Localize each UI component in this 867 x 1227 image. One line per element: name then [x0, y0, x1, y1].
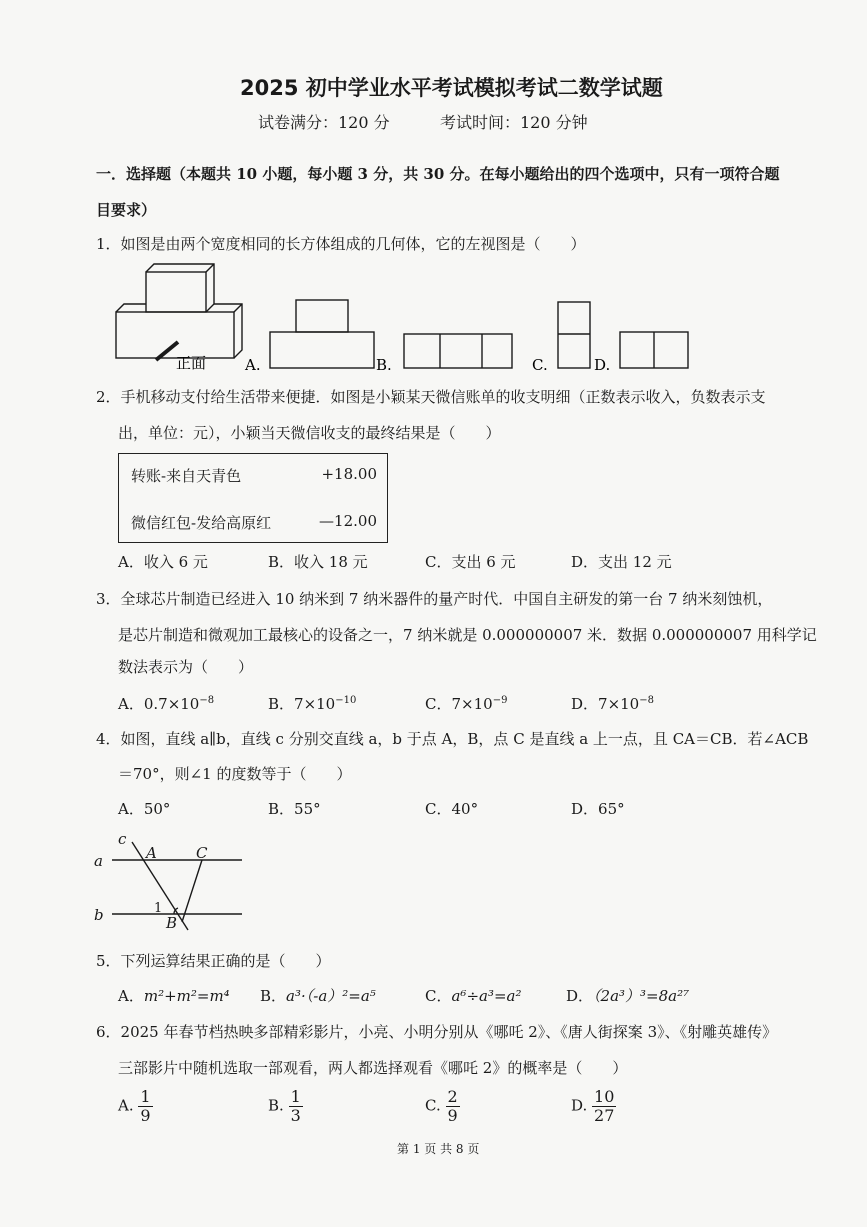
- q5-option-b: B．a³·（-a）²=a⁵: [260, 987, 376, 1005]
- option-b-label: B.: [376, 356, 392, 374]
- section-heading-cont: 目要求）: [96, 201, 157, 219]
- label-a: a: [94, 852, 103, 870]
- q2-option-c: C．支出 6 元: [425, 553, 516, 571]
- q6-option-b: B. $\frac{1}{3}$: [268, 1087, 301, 1125]
- q5-stem: 5．下列运算结果正确的是（ ）: [96, 952, 331, 970]
- q5-option-c: C．a⁶÷a³=a²: [425, 987, 522, 1005]
- fraction: $\frac{10}{27}$: [594, 1087, 615, 1125]
- q3-option-c: C．$7\times 10^{-9}$: [425, 695, 508, 713]
- q3-stem: 3．全球芯片制造已经进入 10 纳米到 7 纳米器件的量产时代．中国自主研发的第一台 7 纳米刻蚀机，: [96, 590, 773, 608]
- q4-option-d: D．65°: [571, 800, 625, 818]
- label-c: c: [118, 830, 127, 848]
- bill-amount-2: —12.00: [319, 512, 377, 530]
- q6-option-d: D. $\frac{10}{27}$: [571, 1087, 615, 1125]
- full-score: 试卷满分：120 分: [258, 113, 390, 132]
- option-d-figure: [620, 332, 688, 368]
- bill-box: [118, 453, 388, 543]
- section-heading: 一．选择题（本题共 10 小题，每小题 3 分，共 30 分。在每小题给出的四个选项中，只有一项符合题: [96, 165, 780, 183]
- fraction: $\frac{1}{9}$: [140, 1087, 151, 1125]
- q2-option-b: B．收入 18 元: [268, 553, 368, 571]
- q2-option-d: D．支出 12 元: [571, 553, 672, 571]
- q6-stem-cont: 三部影片中随机选取一部观看，两人都选择观看《哪吒 2》的概率是（ ）: [118, 1059, 628, 1077]
- q3-option-b: B．$7\times 10^{-10}$: [268, 695, 357, 713]
- option-c-label: C.: [532, 356, 548, 374]
- label-angle-1: 1: [154, 901, 163, 916]
- q1-stem: 1．如图是由两个宽度相同的长方体组成的几何体，它的左视图是（ ）: [96, 235, 586, 253]
- bill-item-2: 微信红包-发给高原红: [131, 514, 272, 532]
- q3-option-a: A．$0.7\times 10^{-8}$: [118, 695, 215, 713]
- line-c: [132, 842, 188, 930]
- fraction: $\frac{1}{3}$: [290, 1087, 301, 1125]
- segment-cb: [182, 860, 202, 922]
- q1-figures: [108, 262, 708, 374]
- q4-option-a: A．50°: [118, 800, 171, 818]
- q3-stem-cont: 是芯片制造和微观加工最核心的设备之一，7 纳米就是 0.000000007 米．数据 0.000000007 用科学记: [118, 626, 817, 644]
- option-d-label: D.: [594, 356, 611, 374]
- q2-stem-cont: 出，单位：元），小颖当天微信收支的最终结果是（ ）: [118, 424, 501, 442]
- q6-stem: 6．2025 年春节档热映多部精彩影片，小亮、小明分别从《哪吒 2》、《唐人街探案 3》、《射雕英雄传》: [96, 1023, 778, 1041]
- label-point-c: C: [196, 844, 208, 862]
- page-footer: 第 1 页 共 8 页: [397, 1142, 480, 1156]
- label-point-a: A: [146, 844, 157, 862]
- label-point-b: B: [166, 914, 178, 932]
- solid-figure: [116, 264, 242, 360]
- q3-option-d: D．$7\times 10^{-8}$: [571, 695, 654, 713]
- option-b-figure: [404, 334, 512, 368]
- option-c-figure: [558, 302, 590, 368]
- q6-option-a: A. $\frac{1}{9}$: [118, 1087, 151, 1125]
- q4-stem: 4．如图，直线 a∥b，直线 c 分别交直线 a，b 于点 A，B，点 C 是直线 a 上一点，且 CA＝CB．若∠ACB: [96, 730, 809, 748]
- q4-option-c: C．40°: [425, 800, 479, 818]
- page-title: 2025 初中学业水平考试模拟考试二数学试题: [240, 76, 663, 100]
- option-a-label: A.: [245, 356, 261, 374]
- fraction: $\frac{2}{9}$: [447, 1087, 458, 1125]
- q5-option-a: A．m²+m²=m⁴: [118, 987, 230, 1005]
- q3-stem-end: 数法表示为（ ）: [118, 658, 254, 676]
- front-label: 正面: [176, 354, 207, 372]
- bill-item-1: 转账-来自天青色: [131, 467, 242, 485]
- option-a-figure: [270, 300, 374, 368]
- q6-option-c: C. $\frac{2}{9}$: [425, 1087, 458, 1125]
- exam-time: 考试时间：120 分钟: [440, 113, 588, 132]
- q5-option-d: D．（2a³）³=8a²⁷: [566, 987, 690, 1005]
- q4-stem-cont: ＝70°，则∠1 的度数等于（ ）: [118, 765, 352, 783]
- label-b: b: [94, 906, 104, 924]
- bill-amount-1: +18.00: [321, 465, 377, 483]
- q4-geometry-figure: [90, 828, 260, 938]
- q2-option-a: A．收入 6 元: [118, 553, 208, 571]
- q4-option-b: B．55°: [268, 800, 321, 818]
- q2-stem: 2．手机移动支付给生活带来便捷．如图是小颖某天微信账单的收支明细（正数表示收入，负数表示支: [96, 388, 766, 406]
